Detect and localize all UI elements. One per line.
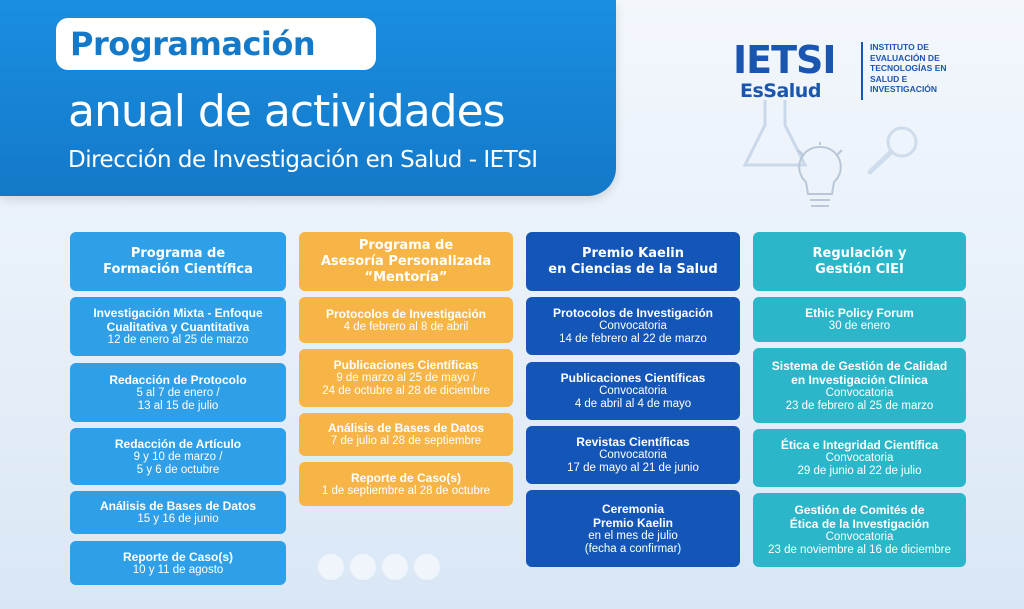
logo-ietsi: IETSI xyxy=(733,38,836,82)
activity-card: Redacción de Artículo 9 y 10 de marzo / 5 y 6 de octubre xyxy=(70,428,286,485)
magnifier-icon xyxy=(860,120,930,180)
activity-card: Protocolos de Investigación Convocatoria 14 de febrero al 22 de marzo xyxy=(526,297,740,355)
activity-card: Ethic Policy Forum 30 de enero xyxy=(753,297,966,342)
column-header-premio-kaelin: Premio Kaelin en Ciencias de la Salud xyxy=(526,232,740,291)
activity-card: Publicaciones Científicas Convocatoria 4 de abril al 4 de mayo xyxy=(526,362,740,420)
activity-card: Ceremonia Premio Kaelin en el mes de julio (fecha a confirmar) xyxy=(526,490,740,567)
dot xyxy=(414,554,440,580)
title-pill-text: Programación xyxy=(70,25,316,63)
logo-institute-text xyxy=(870,42,1020,95)
title-pill xyxy=(56,18,376,70)
logo-line: SALUD E xyxy=(870,73,908,84)
dot xyxy=(382,554,408,580)
activity-card: Análisis de Bases de Datos 7 de julio al 28 de septiembre xyxy=(299,413,513,456)
activity-card: Protocolos de Investigación 4 de febrero al 8 de abril xyxy=(299,297,513,343)
activity-card: Publicaciones Científicas 9 de marzo al 25 de mayo / 24 de octubre al 28 de diciembre xyxy=(299,349,513,407)
logo-line: EVALUACIÓN DE xyxy=(870,52,940,63)
logo-divider xyxy=(861,42,863,100)
page-title: anual de actividades xyxy=(68,86,505,137)
activity-card: Reporte de Caso(s) 1 de septiembre al 28 de octubre xyxy=(299,462,513,506)
lightbulb-icon xyxy=(790,142,850,222)
activity-card: Reporte de Caso(s) 10 y 11 de agosto xyxy=(70,541,286,585)
logo-line: INVESTIGACIÓN xyxy=(870,84,938,94)
activity-card: Ética e Integridad Científica Convocatoria 29 de junio al 22 de julio xyxy=(753,429,966,487)
page-subtitle: Dirección de Investigación en Salud - IETSI xyxy=(68,147,538,173)
activity-card: Investigación Mixta - Enfoque Cualitativa y Cuantitativa 12 de enero al 25 de marzo xyxy=(70,297,286,356)
column-header-formacion: Programa de Formación Científica xyxy=(70,232,286,291)
activity-card: Análisis de Bases de Datos 15 y 16 de junio xyxy=(70,491,286,534)
header-banner xyxy=(0,0,616,196)
dot xyxy=(318,554,344,580)
decorative-dots xyxy=(318,554,440,580)
activity-card: Sistema de Gestión de Calidad en Investigación Clínica Convocatoria 23 de febrero al 25 de marzo xyxy=(753,348,966,423)
activity-card: Gestión de Comités de Ética de la Investigación Convocatoria 23 de noviembre al 16 de diciembre xyxy=(753,493,966,567)
activity-card: Revistas Científicas Convocatoria 17 de mayo al 21 de junio xyxy=(526,426,740,484)
dot xyxy=(350,554,376,580)
logo-line: TECNOLOGÍAS EN xyxy=(870,63,947,73)
logo-line: INSTITUTO DE xyxy=(870,42,929,52)
column-header-mentoria: Programa de Asesoría Personalizada “Mentoría” xyxy=(299,232,513,291)
logo-essalud: EsSalud xyxy=(740,80,821,102)
activity-card: Redacción de Protocolo 5 al 7 de enero / 13 al 15 de julio xyxy=(70,363,286,422)
column-header-ciei: Regulación y Gestión CIEI xyxy=(753,232,966,291)
